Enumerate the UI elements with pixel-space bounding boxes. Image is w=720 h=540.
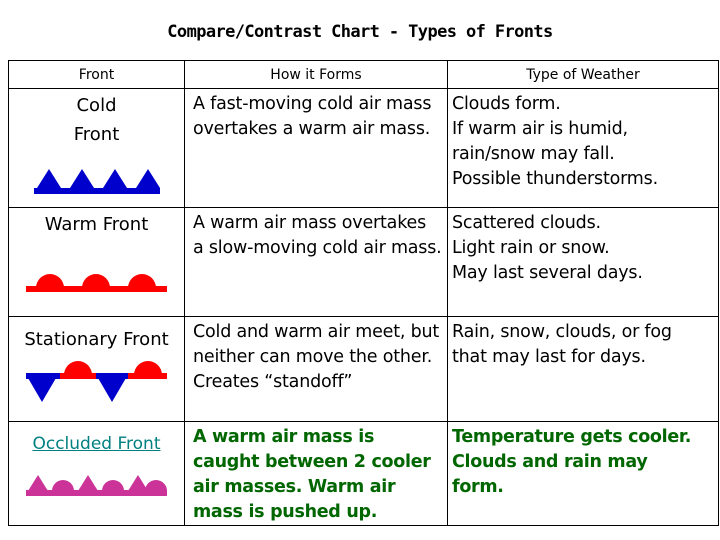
weather-text xyxy=(448,89,718,192)
how-it-forms-cell xyxy=(185,317,448,422)
text-line: rain/snow may fall. xyxy=(452,144,615,164)
weather-cell xyxy=(448,422,719,526)
text-line: that may last for days. xyxy=(452,347,646,367)
text-line: neither can move the other. xyxy=(193,347,433,367)
occluded-front-icon xyxy=(24,469,169,505)
weather-cell xyxy=(448,317,719,422)
how-it-forms-text xyxy=(185,317,447,395)
weather-text xyxy=(448,317,718,370)
text-line: mass is pushed up. xyxy=(193,502,378,522)
text-line: overtakes a warm air mass. xyxy=(193,119,431,139)
front-name: Stationary Front xyxy=(24,329,169,350)
compare-contrast-table xyxy=(8,60,719,526)
how-it-forms-cell xyxy=(185,422,448,526)
how-it-forms-cell xyxy=(185,208,448,317)
text-line: Creates “standoff” xyxy=(193,372,353,392)
text-line: Rain, snow, clouds, or fog xyxy=(452,322,672,342)
front-name-line: Cold xyxy=(76,95,117,116)
page-title: Compare/Contrast Chart - Types of Fronts xyxy=(167,22,553,42)
text-line: a slow-moving cold air mass. xyxy=(193,238,442,258)
text-line: A warm air mass overtakes xyxy=(193,213,426,233)
text-line: Light rain or snow. xyxy=(452,238,610,258)
table-row xyxy=(9,89,719,208)
text-line: Possible thunderstorms. xyxy=(452,169,658,189)
header-row xyxy=(9,61,719,89)
weather-cell xyxy=(448,208,719,317)
text-line: form. xyxy=(452,477,504,497)
warm-front-icon xyxy=(24,261,169,297)
how-it-forms-text xyxy=(185,208,447,261)
weather-text xyxy=(448,208,718,286)
weather-cell xyxy=(448,89,719,208)
header-type-of-weather: Type of Weather xyxy=(448,61,719,89)
stationary-front-icon xyxy=(24,358,169,408)
text-line: Temperature gets cooler. xyxy=(452,427,692,447)
text-line: air masses. Warm air xyxy=(193,477,396,497)
text-line: May last several days. xyxy=(452,263,643,283)
how-it-forms-text xyxy=(185,422,447,525)
front-name xyxy=(9,91,184,149)
text-line: A fast-moving cold air mass xyxy=(193,94,432,114)
occluded-front-link[interactable]: Occluded Front xyxy=(32,434,161,454)
how-it-forms-text xyxy=(185,89,447,142)
header-how-it-forms: How it Forms xyxy=(185,61,448,89)
front-cell xyxy=(9,89,185,208)
front-cell xyxy=(9,317,185,422)
header-front: Front xyxy=(9,61,185,89)
text-line: Clouds and rain may xyxy=(452,452,648,472)
front-name-line: Front xyxy=(73,124,120,145)
table-row xyxy=(9,208,719,317)
text-line: If warm air is humid, xyxy=(452,119,628,139)
front-name: Warm Front xyxy=(44,214,149,235)
table-row xyxy=(9,317,719,422)
cold-front-icon xyxy=(32,159,162,199)
text-line: Cold and warm air meet, but xyxy=(193,322,440,342)
table-row xyxy=(9,422,719,526)
text-line: Clouds form. xyxy=(452,94,561,114)
text-line: Scattered clouds. xyxy=(452,213,601,233)
front-cell xyxy=(9,422,185,526)
front-cell xyxy=(9,208,185,317)
weather-text xyxy=(448,422,718,500)
text-line: caught between 2 cooler xyxy=(193,452,431,472)
how-it-forms-cell xyxy=(185,89,448,208)
text-line: A warm air mass is xyxy=(193,427,375,447)
